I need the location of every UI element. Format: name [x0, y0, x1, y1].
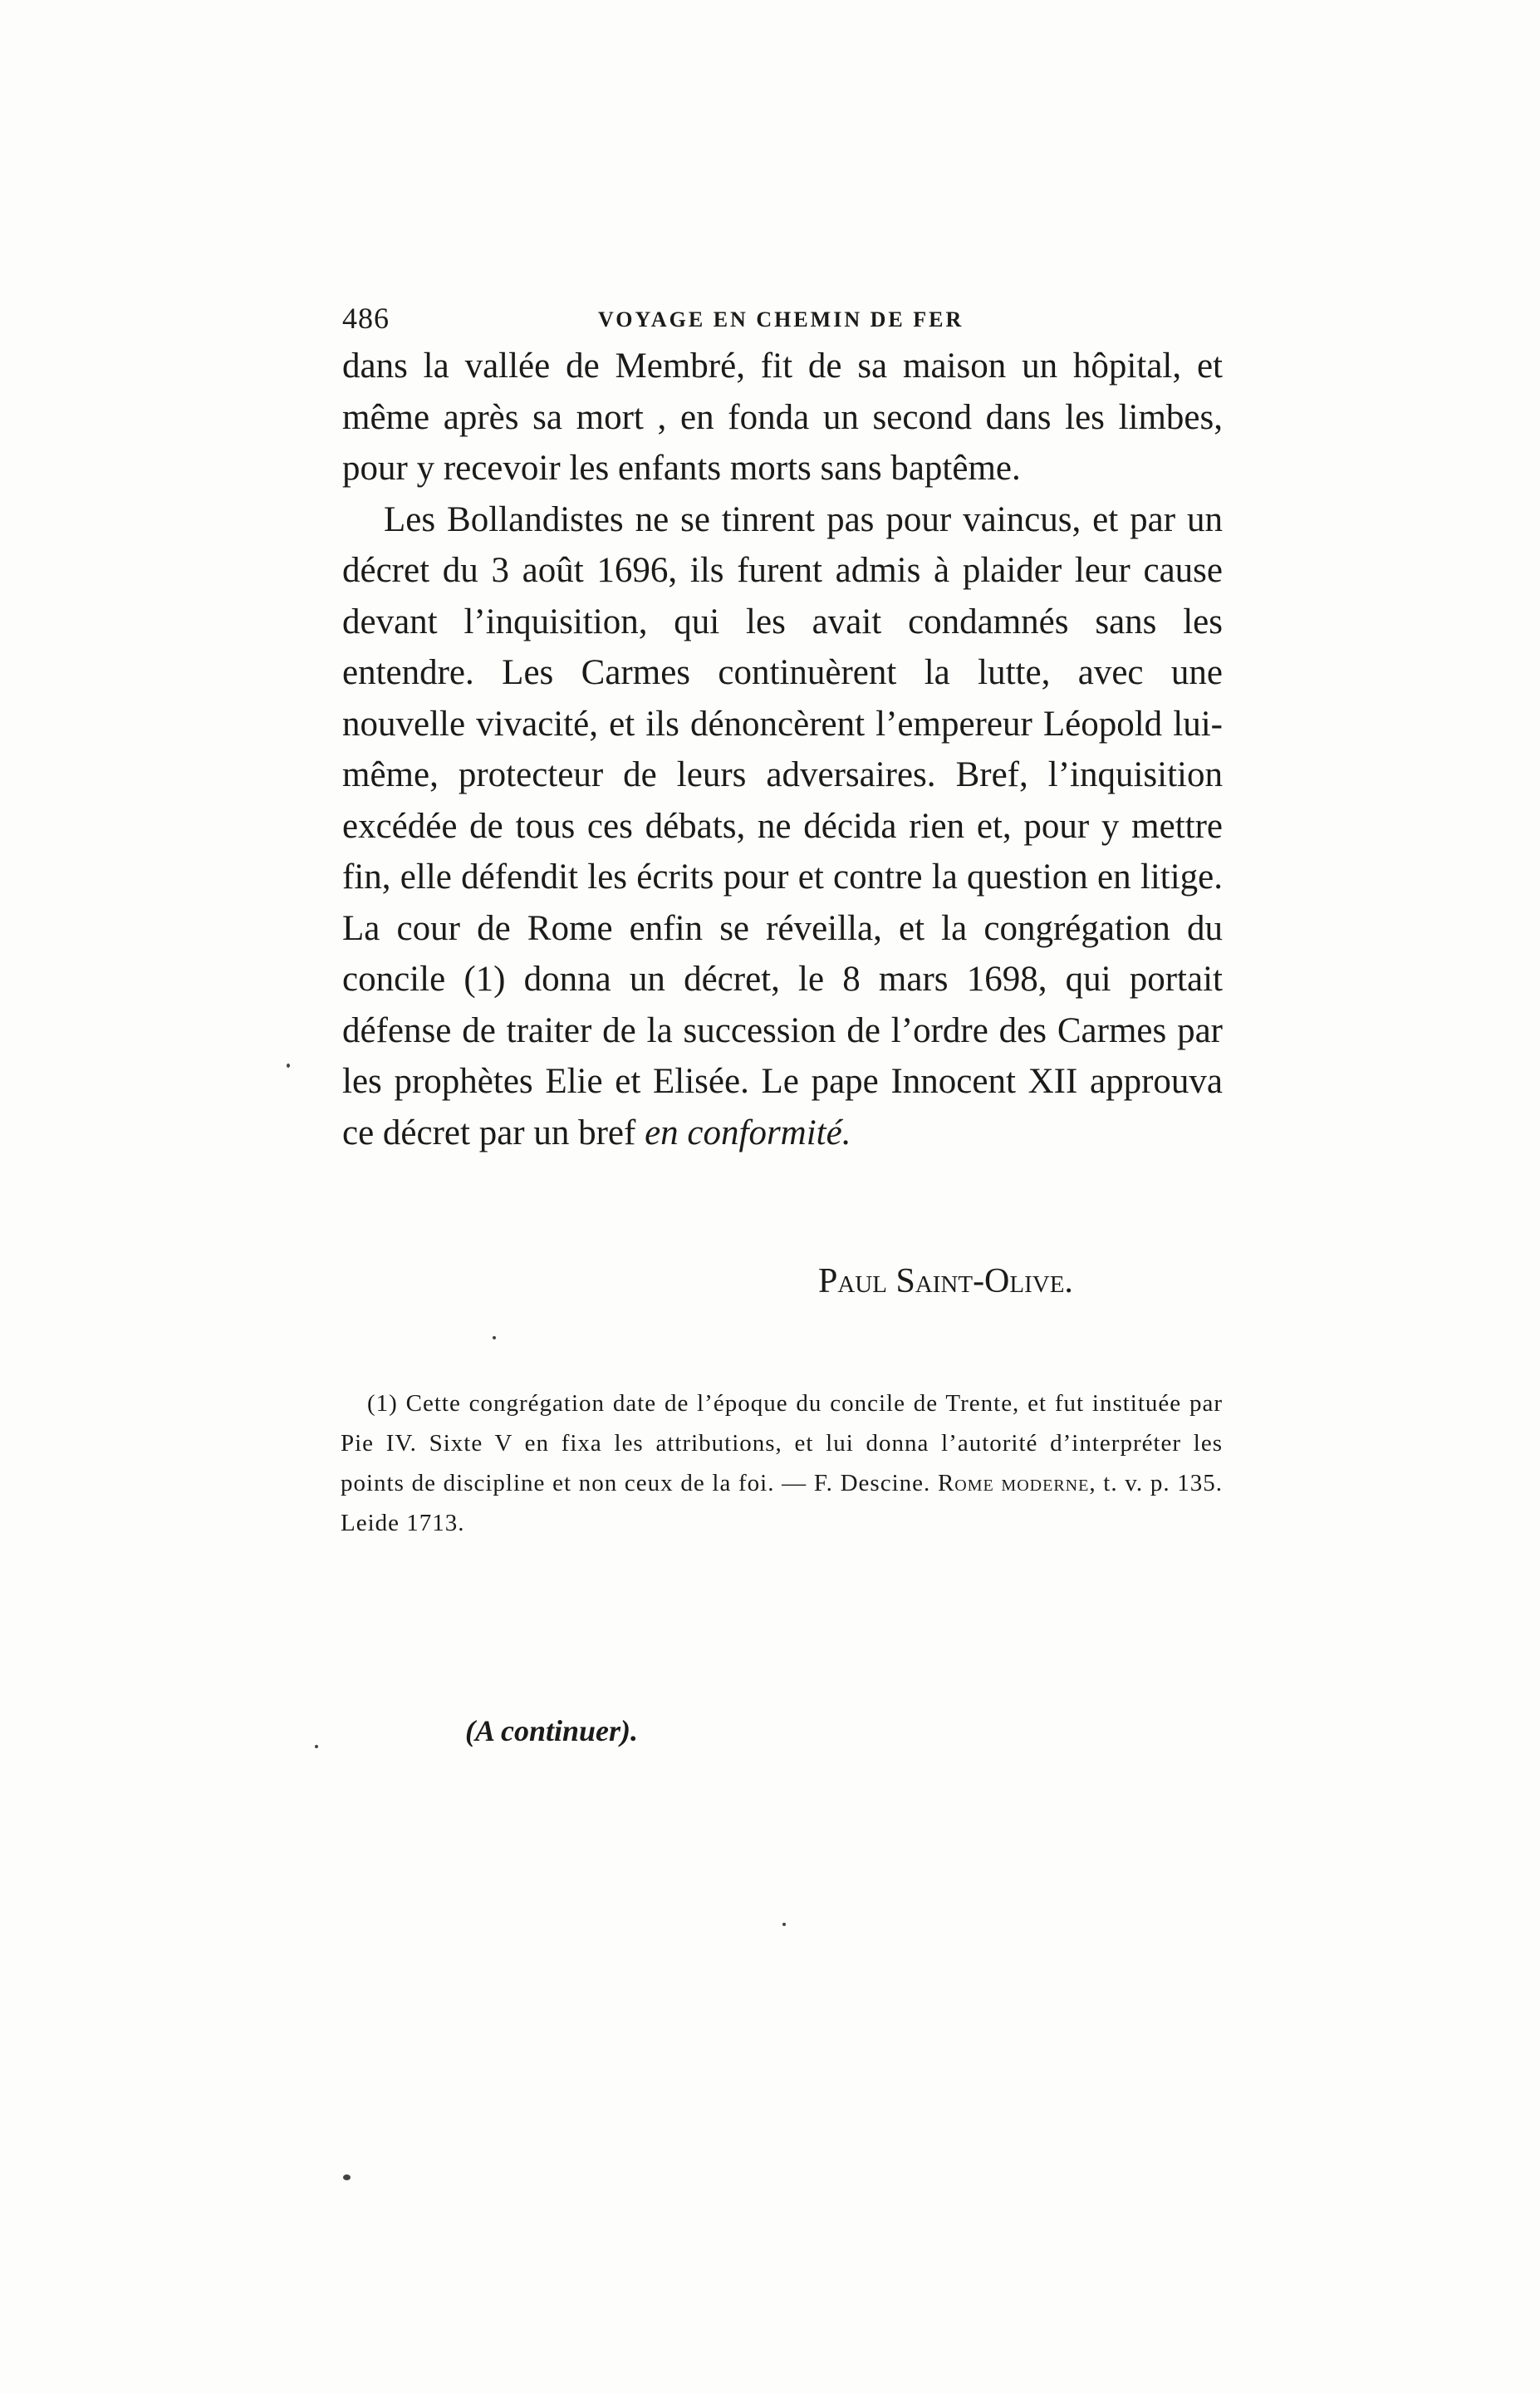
- scan-speck: [493, 1336, 496, 1339]
- paragraph-2-text: Les Bollandistes ne se tinrent pas pour vaincus, et par un décret du 3 août 1696, ils furent admis à plaider leur cause devant l’inquisition, qui les avait condamnés sans les entendre. Les Carmes continuèrent la lutte, avec une nouvelle vivacité, et ils dénoncèrent l’empereur Léopold lui-même, protecteur de leurs adversaires. Bref, l’inquisition excédée de tous ces débats, ne décida rien et, pour y mettre fin, elle défendit les écrits pour et contre la question en litige. La cour de Rome enfin se réveilla, et la congrégation du concile (1) donna un décret, le 8 mars 1698, qui portait défense de traiter de la succession de l’ordre des Carmes par les prophètes Elie et Elisée. Le pape Innocent XII approuva ce décret par un bref: [342, 499, 1223, 1152]
- scan-speck: [782, 1923, 786, 1926]
- scan-speck: [315, 1745, 318, 1748]
- scan-speck: [287, 1064, 290, 1068]
- continuation-note: (A continuer).: [465, 1714, 639, 1747]
- scan-speck: [343, 2174, 351, 2180]
- main-text: [342, 341, 1223, 1158]
- footnote-source-title: Rome moderne,: [937, 1470, 1096, 1496]
- running-title: VOYAGE EN CHEMIN DE FER: [598, 307, 964, 332]
- paragraph-2: [342, 494, 1223, 1159]
- paragraph-1: dans la vallée de Membré, fit de sa maison un hôpital, et même après sa mort , en fonda un second dans les limbes, pour y recevoir les enfants morts sans baptême.: [342, 346, 1223, 488]
- page-number: 486: [342, 302, 390, 335]
- footnote: [341, 1383, 1223, 1543]
- paragraph-2-italic: en conformité.: [645, 1113, 851, 1152]
- footnote-text-1: (1) Cette congrégation date de l’époque du concile de Trente, et fut instituée par Pie IV. Sixte V en fixa les attributions, et lui donna l’autorité d’interpréter les points de discipline et non ceux de la foi. — F. Descine.: [341, 1390, 1223, 1496]
- author-signature: Paul Saint-Olive.: [818, 1262, 1073, 1300]
- footnote-text-2: t. v. p. 135. Leide 1713.: [341, 1470, 1224, 1536]
